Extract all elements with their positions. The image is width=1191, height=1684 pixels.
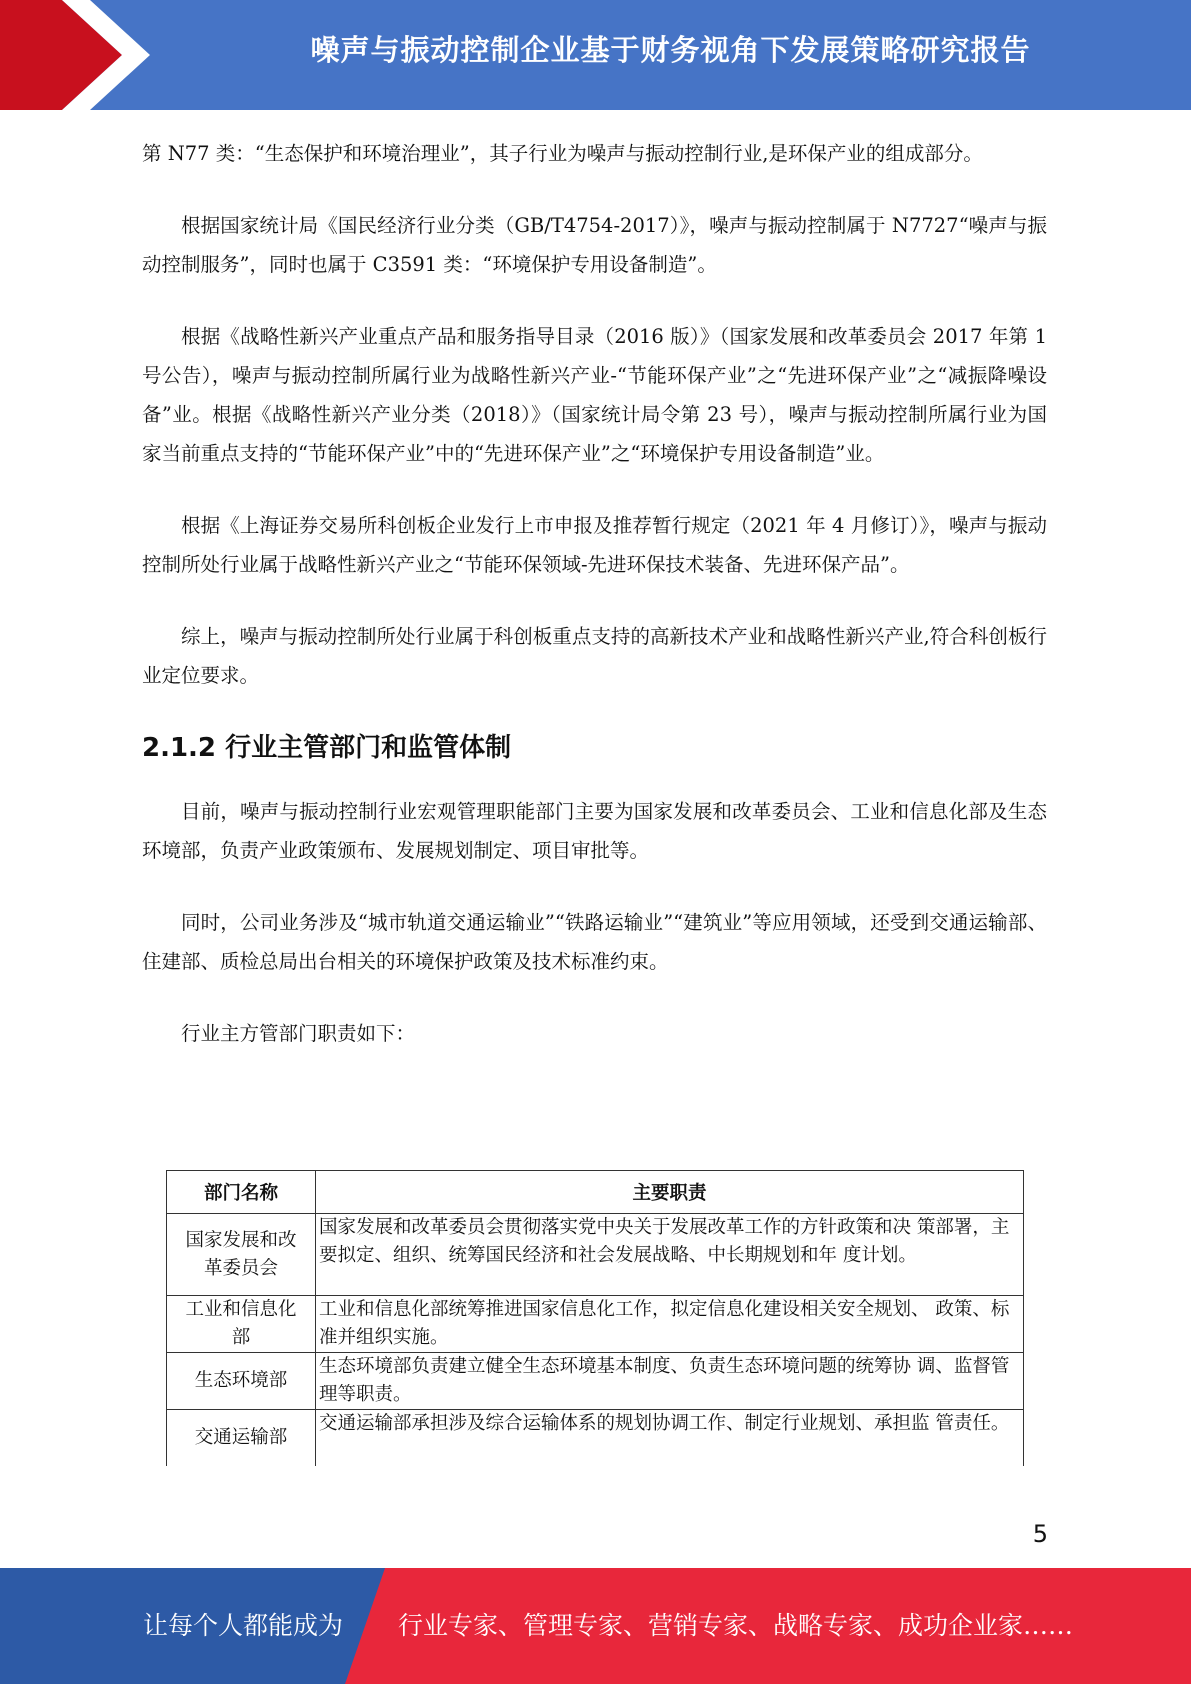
body-paragraph: 目前，噪声与振动控制行业宏观管理职能部门主要为国家发展和改革委员会、工业和信息化部及生态环境部，负责产业政策颁布、发展规划制定、项目审批等。: [142, 800, 1047, 862]
body-paragraph: 根据《上海证券交易所科创板企业发行上市申报及推荐暂行规定（2021 年 4 月修订）》，噪声与振动控制所处行业属于战略性新兴产业之“节能环保领域-先进环保技术装备、先进环保产品”。: [142, 514, 1047, 576]
duty-cell: 国家发展和改革委员会贯彻落实党中央关于发展改革工作的方针政策和决 策部署，主要拟定、组织、统筹国民经济和社会发展战略、中长期规划和年 度计划。: [316, 1214, 1024, 1296]
dept-name-cell: 国家发展和改革委员会: [167, 1214, 316, 1296]
department-duty-table: [166, 1170, 1024, 1466]
document-body: [142, 134, 1047, 1086]
table-header-dept: 部门名称: [167, 1171, 316, 1214]
page-number: 5: [1032, 1520, 1048, 1548]
section-heading: 2.1.2 行业主管部门和监管体制: [142, 733, 512, 763]
body-paragraph: 行业主方管部门职责如下：: [181, 1022, 416, 1045]
page-footer: [0, 1568, 1191, 1684]
dept-name-cell: 生态环境部: [167, 1353, 316, 1410]
table-row: [167, 1410, 1024, 1466]
body-paragraph: 同时，公司业务涉及“城市轨道交通运输业”“铁路运输业”“建筑业”等应用领域，还受到交通运输部、住建部、质检总局出台相关的环境保护政策及技术标准约束。: [142, 911, 1047, 973]
report-title: 噪声与振动控制企业基于财务视角下发展策略研究报告: [310, 33, 1031, 67]
body-paragraph: 综上，噪声与振动控制所处行业属于科创板重点支持的高新技术产业和战略性新兴产业,符合科创板行业定位要求。: [142, 625, 1047, 687]
table-header-duty: 主要职责: [316, 1171, 1024, 1214]
duty-cell: 交通运输部承担涉及综合运输体系的规划协调工作、制定行业规划、承担监 管责任。: [316, 1410, 1024, 1466]
dept-name-cell: 工业和信息化部: [167, 1296, 316, 1353]
table-row: [167, 1214, 1024, 1296]
table-row: [167, 1296, 1024, 1353]
dept-name-cell: 交通运输部: [167, 1410, 316, 1466]
body-paragraph: 根据《战略性新兴产业重点产品和服务指导目录（2016 版）》（国家发展和改革委员会 2017 年第 1 号公告），噪声与振动控制所属行业为战略性新兴产业-“节能环保产业”之“先进环保产业”之“减振降噪设备”业。根据《战略性新兴产业分类（2018）》（国家统计局令第 23 号），噪声与振动控制所属行业为国家当前重点支持的“节能环保产业”中的“先进环保产业”之“环境保护专用设备制造”业。: [142, 325, 1047, 465]
table-row: [167, 1353, 1024, 1410]
body-paragraph: 根据国家统计局《国民经济行业分类（GB/T4754-2017）》，噪声与振动控制属于 N7727“噪声与振动控制服务”，同时也属于 C3591 类：“环境保护专用设备制造”。: [142, 214, 1047, 276]
duty-cell: 工业和信息化部统筹推进国家信息化工作，拟定信息化建设相关安全规划、 政策、标准并组织实施。: [316, 1296, 1024, 1353]
body-paragraph: 第 N77 类：“生态保护和环境治理业”，其子行业为噪声与振动控制行业,是环保产业的组成部分。: [142, 142, 983, 165]
footer-slogan-right: 行业专家、管理专家、营销专家、战略专家、成功企业家……: [398, 1611, 1074, 1640]
page-header: [0, 0, 1191, 110]
duty-cell: 生态环境部负责建立健全生态环境基本制度、负责生态环境问题的统筹协 调、监督管理等职责。: [316, 1353, 1024, 1410]
table-header-row: [167, 1171, 1024, 1214]
footer-slogan-left: 让每个人都能成为: [143, 1611, 344, 1640]
